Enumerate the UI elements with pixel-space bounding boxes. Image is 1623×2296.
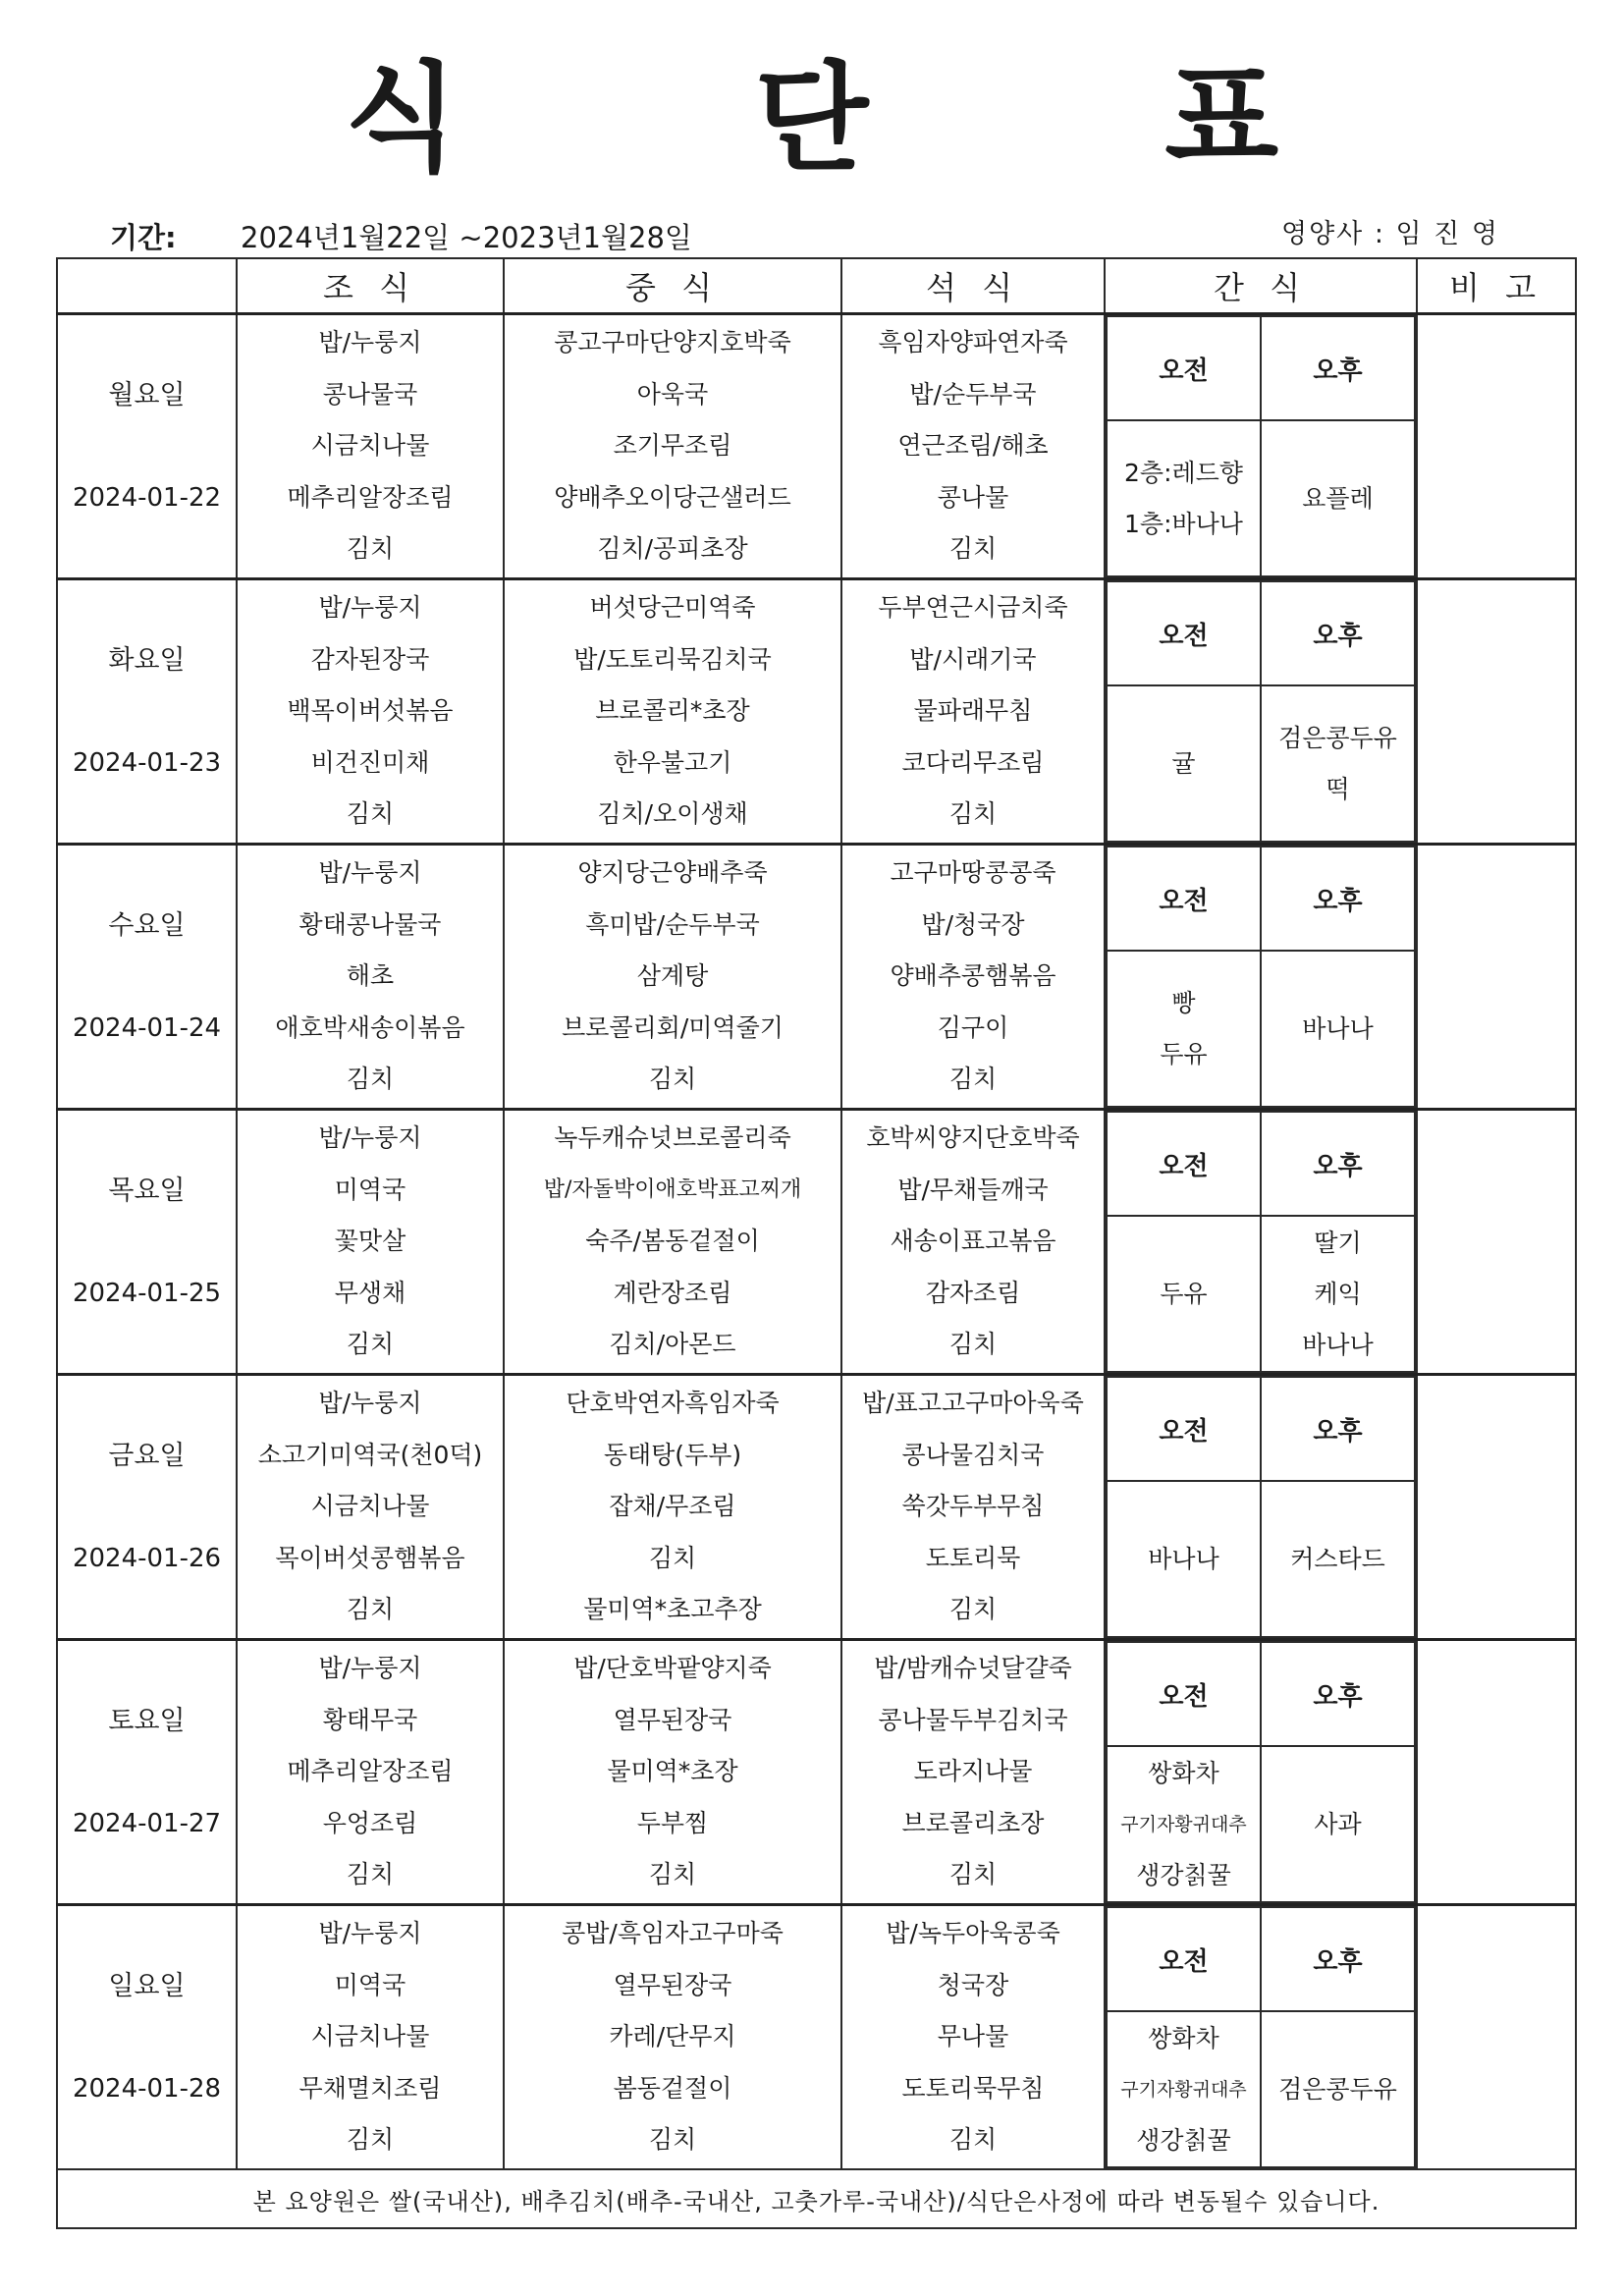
day-date: 2024-01-22: [72, 482, 222, 513]
breakfast-item: 밥/누룽지: [318, 1389, 422, 1418]
day-cell: [57, 314, 237, 579]
day-row: [57, 1110, 1576, 1375]
dinner-cell: [841, 1905, 1105, 2170]
lunch-item: 잡채/무조림: [609, 1492, 736, 1521]
dinner-cell: [841, 845, 1105, 1110]
snack-item: 바나나: [1148, 1544, 1219, 1573]
lunch-item: 김치/아몬드: [609, 1330, 736, 1359]
lunch-item: 밥/단호박팥양지죽: [573, 1654, 772, 1683]
snack-item: 요플레: [1302, 483, 1374, 513]
dinner-item: 고구마땅콩콩죽: [890, 858, 1056, 888]
lunch-item: 흑미밥/순두부국: [585, 909, 760, 939]
dinner-item: 김치: [948, 799, 998, 829]
day-date: 2024-01-27: [72, 1808, 222, 1838]
snack-pm-items: [1261, 420, 1415, 576]
lunch-item: 김치: [648, 2125, 697, 2155]
snack-pm-label: 오후: [1261, 1112, 1415, 1216]
dinner-item: 감자조림: [925, 1278, 1021, 1307]
breakfast-cell: [237, 1375, 504, 1640]
dinner-item: 김구이: [937, 1012, 1009, 1042]
snack-am-label: 오전: [1107, 316, 1261, 420]
lunch-cell: [504, 1375, 841, 1640]
snack-item: 검은콩두유: [1278, 723, 1397, 752]
lunch-cell: [504, 1640, 841, 1905]
period-label: 기간:: [110, 221, 177, 254]
header-breakfast: 조 식: [237, 258, 504, 314]
dinner-item: 김치: [948, 2125, 998, 2155]
breakfast-item: 소고기미역국(천0덕): [257, 1440, 483, 1469]
dinner-cell: [841, 1375, 1105, 1640]
snack-am-label: 오전: [1107, 1642, 1261, 1746]
snack-pm-items: [1261, 685, 1415, 842]
breakfast-cell: [237, 1110, 504, 1375]
lunch-item: 조기무조림: [613, 431, 732, 461]
snack-cell: [1105, 579, 1417, 845]
day-date: 2024-01-24: [72, 1012, 222, 1043]
snack-item: 커스타드: [1290, 1544, 1385, 1573]
breakfast-cell: [237, 579, 504, 845]
breakfast-cell: [237, 1905, 504, 2170]
breakfast-cell: [237, 1640, 504, 1905]
day-name: 토요일: [108, 1705, 186, 1736]
snack-am-label: 오전: [1107, 1907, 1261, 2011]
lunch-item: 김치: [648, 1543, 697, 1572]
day-cell: [57, 1375, 237, 1640]
snack-item: 1층:바나나: [1124, 509, 1243, 538]
breakfast-item: 밥/누룽지: [318, 328, 422, 357]
breakfast-item: 감자된장국: [310, 644, 430, 674]
snack-item: 사과: [1314, 1809, 1362, 1838]
lunch-item: 김치: [648, 1860, 697, 1889]
dinner-item: 브로콜리초장: [901, 1808, 1045, 1837]
dinner-item: 연근조림/해초: [897, 431, 1049, 461]
dinner-item: 호박씨양지단호박죽: [866, 1123, 1080, 1153]
snack-pm-label: 오후: [1261, 1642, 1415, 1746]
breakfast-item: 김치: [346, 799, 395, 829]
breakfast-item: 무생채: [334, 1278, 406, 1307]
breakfast-item: 메추리알장조림: [287, 1757, 454, 1786]
breakfast-item: 미역국: [334, 1175, 406, 1204]
day-name: 화요일: [108, 644, 186, 676]
snack-item: 귤: [1171, 748, 1196, 778]
dinner-item: 콩나물: [937, 482, 1009, 512]
snack-cell: [1105, 314, 1417, 579]
day-date: 2024-01-25: [72, 1278, 222, 1308]
breakfast-cell: [237, 314, 504, 579]
snack-pm-label: 오후: [1261, 847, 1415, 951]
dinner-cell: [841, 579, 1105, 845]
snack-item: 빵: [1171, 988, 1196, 1017]
breakfast-item: 김치: [346, 2125, 395, 2155]
note-cell: [1417, 1905, 1576, 2170]
snack-item: 두유: [1160, 1039, 1208, 1068]
dinner-item: 쑥갓두부무침: [901, 1492, 1045, 1521]
dinner-item: 밥/순두부국: [909, 379, 1037, 409]
dinner-item: 무나물: [937, 2022, 1009, 2051]
notice: 본 요양원은 쌀(국내산), 배추김치(배추-국내산, 고춧가루-국내산)/식단은사정에 따라 변동될수 있습니다.: [57, 2169, 1576, 2228]
snack-item: 검은콩두유: [1278, 2074, 1397, 2104]
snack-pm-label: 오후: [1261, 316, 1415, 420]
day-cell: [57, 579, 237, 845]
note-cell: [1417, 1375, 1576, 1640]
snack-item: 생강칡꿀: [1136, 1860, 1231, 1889]
lunch-item: 밥/자돌박이애호박표고찌개: [543, 1176, 802, 1202]
breakfast-cell: [237, 845, 504, 1110]
lunch-item: 김치: [648, 1065, 697, 1094]
breakfast-item: 밥/누룽지: [318, 1123, 422, 1153]
lunch-item: 물미역*초장: [607, 1757, 738, 1786]
note-cell: [1417, 1110, 1576, 1375]
day-row: [57, 314, 1576, 579]
snack-pm-items: [1261, 951, 1415, 1107]
snack-am-label: 오전: [1107, 1112, 1261, 1216]
lunch-item: 물미역*초고추장: [583, 1595, 762, 1624]
dinner-item: 콩나물김치국: [901, 1440, 1045, 1469]
snack-item: 쌍화차: [1148, 2023, 1219, 2052]
snack-cell: [1105, 1905, 1417, 2170]
dinner-item: 도라지나물: [913, 1757, 1033, 1786]
lunch-item: 콩고구마단양지호박죽: [554, 328, 791, 357]
dinner-item: 코다리무조림: [901, 747, 1045, 777]
breakfast-item: 김치: [346, 534, 395, 564]
day-cell: [57, 1905, 237, 2170]
lunch-item: 김치/공피초장: [597, 534, 748, 564]
lunch-cell: [504, 579, 841, 845]
lunch-item: 밥/도토리묵김치국: [573, 644, 772, 674]
lunch-item: 카레/단무지: [609, 2022, 736, 2051]
page-title: 식 단 표: [344, 51, 1407, 188]
lunch-item: 숙주/봄동겉절이: [585, 1227, 760, 1256]
snack-item: 생강칡꿀: [1136, 2125, 1231, 2155]
snack-am-items: [1107, 1746, 1261, 1902]
snack-pm-items: [1261, 2011, 1415, 2167]
breakfast-item: 애호박새송이볶음: [275, 1012, 465, 1042]
snack-pm-items: [1261, 1481, 1415, 1637]
lunch-item: 브로콜리*초장: [595, 696, 750, 726]
dinner-item: 밥/시래기국: [909, 644, 1037, 674]
lunch-item: 한우불고기: [613, 747, 732, 777]
header-day: [57, 258, 237, 314]
dinner-item: 두부연근시금치죽: [878, 593, 1068, 623]
note-cell: [1417, 1640, 1576, 1905]
breakfast-item: 비건진미채: [310, 747, 430, 777]
snack-cell: [1105, 845, 1417, 1110]
snack-am-label: 오전: [1107, 1377, 1261, 1481]
day-name: 월요일: [108, 379, 186, 410]
note-cell: [1417, 579, 1576, 845]
day-cell: [57, 1640, 237, 1905]
dinner-item: 양배추콩햄볶음: [890, 961, 1056, 991]
header-row: [57, 258, 1576, 314]
lunch-cell: [504, 314, 841, 579]
breakfast-item: 황태무국: [322, 1705, 418, 1734]
breakfast-item: 백목이버섯볶음: [287, 696, 454, 726]
lunch-item: 단호박연자흑임자죽: [566, 1389, 780, 1418]
breakfast-item: 밥/누룽지: [318, 1919, 422, 1948]
lunch-item: 콩밥/흑임자고구마죽: [562, 1919, 784, 1948]
lunch-item: 봄동겉절이: [613, 2073, 732, 2103]
snack-cell: [1105, 1375, 1417, 1640]
lunch-item: 녹두캐슈넛브로콜리죽: [554, 1123, 791, 1153]
dinner-item: 밥/녹두아욱콩죽: [886, 1919, 1060, 1948]
lunch-cell: [504, 845, 841, 1110]
lunch-item: 동태탕(두부): [603, 1440, 742, 1469]
snack-item: 구기자황귀대추: [1120, 1813, 1247, 1835]
dinner-item: 도토리묵무침: [901, 2073, 1045, 2103]
header-snack: 간 식: [1105, 258, 1417, 314]
snack-item: 떡: [1325, 774, 1350, 803]
snack-am-items: [1107, 420, 1261, 576]
dinner-item: 콩나물두부김치국: [878, 1705, 1068, 1734]
lunch-cell: [504, 1110, 841, 1375]
snack-cell: [1105, 1640, 1417, 1905]
dinner-item: 밥/표고고구마아욱죽: [862, 1389, 1084, 1418]
snack-pm-label: 오후: [1261, 581, 1415, 685]
dinner-item: 새송이표고볶음: [890, 1227, 1056, 1256]
header-lunch: 중 식: [504, 258, 841, 314]
day-name: 수요일: [108, 909, 186, 941]
lunch-cell: [504, 1905, 841, 2170]
day-row: [57, 1905, 1576, 2170]
snack-item: 두유: [1160, 1279, 1208, 1308]
breakfast-item: 김치: [346, 1330, 395, 1359]
day-row: [57, 1375, 1576, 1640]
period-value: 2024년1월22일 ~2023년1월28일: [241, 221, 692, 254]
lunch-item: 열무된장국: [613, 1705, 732, 1734]
lunch-item: 김치/오이생채: [597, 799, 748, 829]
day-row: [57, 845, 1576, 1110]
day-cell: [57, 1110, 237, 1375]
snack-pm-label: 오후: [1261, 1907, 1415, 2011]
breakfast-item: 미역국: [334, 1970, 406, 1999]
dinner-item: 밥/밤캐슈넛달걀죽: [874, 1654, 1072, 1683]
breakfast-item: 목이버섯콩햄볶음: [275, 1543, 465, 1572]
dinner-item: 도토리묵: [925, 1543, 1021, 1572]
snack-item: 바나나: [1302, 1013, 1374, 1043]
dinner-item: 밥/청국장: [921, 909, 1025, 939]
day-name: 금요일: [108, 1440, 186, 1471]
note-cell: [1417, 314, 1576, 579]
day-row: [57, 1640, 1576, 1905]
breakfast-item: 콩나물국: [322, 379, 418, 409]
breakfast-item: 황태콩나물국: [298, 909, 442, 939]
dinner-cell: [841, 314, 1105, 579]
day-date: 2024-01-23: [72, 747, 222, 778]
breakfast-item: 밥/누룽지: [318, 858, 422, 888]
breakfast-item: 김치: [346, 1065, 395, 1094]
breakfast-item: 김치: [346, 1595, 395, 1624]
dinner-cell: [841, 1640, 1105, 1905]
header-dinner: 석 식: [841, 258, 1105, 314]
dinner-item: 김치: [948, 1065, 998, 1094]
dinner-item: 김치: [948, 534, 998, 564]
snack-am-items: [1107, 1216, 1261, 1372]
snack-am-label: 오전: [1107, 581, 1261, 685]
dinner-item: 물파래무침: [913, 696, 1033, 726]
snack-am-items: [1107, 2011, 1261, 2167]
breakfast-item: 꽃맛살: [334, 1227, 406, 1256]
snack-item: 구기자황귀대추: [1120, 2078, 1247, 2101]
day-name: 일요일: [108, 1970, 186, 2001]
day-date: 2024-01-26: [72, 1543, 222, 1573]
lunch-item: 브로콜리회/미역줄기: [562, 1012, 784, 1042]
breakfast-item: 해초: [346, 961, 395, 991]
snack-am-items: [1107, 1481, 1261, 1637]
snack-pm-items: [1261, 1216, 1415, 1372]
day-name: 목요일: [108, 1175, 186, 1206]
snack-item: 바나나: [1302, 1330, 1374, 1359]
snack-pm-label: 오후: [1261, 1377, 1415, 1481]
lunch-item: 아욱국: [636, 379, 709, 409]
snack-item: 2층:레드향: [1124, 458, 1243, 487]
snack-cell: [1105, 1110, 1417, 1375]
snack-am-items: [1107, 951, 1261, 1107]
day-date: 2024-01-28: [72, 2073, 222, 2104]
breakfast-item: 메추리알장조림: [287, 482, 454, 512]
breakfast-item: 시금치나물: [310, 1492, 430, 1521]
snack-item: 케익: [1314, 1279, 1362, 1308]
lunch-item: 두부찜: [636, 1808, 709, 1837]
snack-item: 쌍화차: [1148, 1758, 1219, 1787]
breakfast-item: 시금치나물: [310, 431, 430, 461]
lunch-item: 계란장조림: [613, 1278, 732, 1307]
breakfast-item: 무채멸치조림: [298, 2073, 442, 2103]
lunch-item: 삼계탕: [636, 961, 709, 991]
dinner-item: 김치: [948, 1330, 998, 1359]
dinner-cell: [841, 1110, 1105, 1375]
lunch-item: 양배추오이당근샐러드: [554, 482, 791, 512]
breakfast-item: 밥/누룽지: [318, 1654, 422, 1683]
lunch-item: 열무된장국: [613, 1970, 732, 1999]
breakfast-item: 김치: [346, 1860, 395, 1889]
breakfast-item: 밥/누룽지: [318, 593, 422, 623]
snack-am-items: [1107, 685, 1261, 842]
breakfast-item: 우엉조림: [322, 1808, 418, 1837]
dinner-item: 흑임자양파연자죽: [878, 328, 1068, 357]
day-cell: [57, 845, 237, 1110]
dinner-item: 김치: [948, 1595, 998, 1624]
dinner-item: 김치: [948, 1860, 998, 1889]
day-row: [57, 579, 1576, 845]
snack-item: 딸기: [1314, 1228, 1362, 1257]
header-note: 비 고: [1417, 258, 1576, 314]
menu-table: [56, 257, 1577, 2229]
snack-pm-items: [1261, 1746, 1415, 1902]
lunch-item: 양지당근양배추죽: [577, 858, 768, 888]
lunch-item: 버섯당근미역죽: [589, 593, 756, 623]
dinner-item: 청국장: [937, 1970, 1009, 1999]
note-cell: [1417, 845, 1576, 1110]
dinner-item: 밥/무채들깨국: [897, 1175, 1049, 1204]
dietitian: 영양사 : 임 진 영: [1281, 219, 1499, 249]
snack-am-label: 오전: [1107, 847, 1261, 951]
breakfast-item: 시금치나물: [310, 2022, 430, 2051]
